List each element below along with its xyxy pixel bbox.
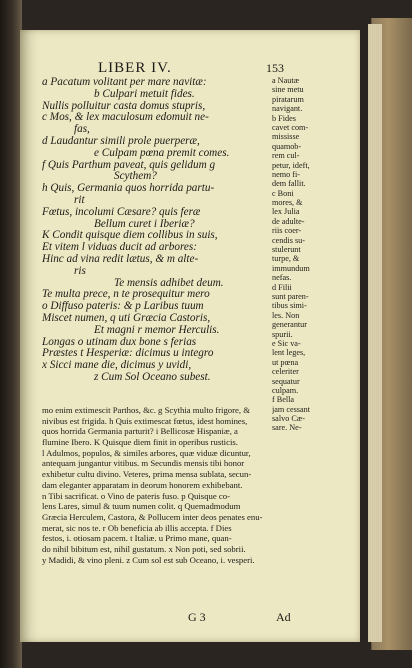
footnote-line: antequam jungantur vitibus. m Secundis mensis tibi honor [42,458,245,469]
margin-note-line: celeriter [272,367,299,377]
margin-note-line: sequatur [272,376,300,386]
margin-note-line: sunt paren- [272,291,309,301]
running-title: LIBER IV. [98,60,172,76]
page-number: 153 [266,61,284,75]
margin-note-line: sine metu [272,85,304,95]
verse-line: e Culpam pœna premit comes. [94,147,230,159]
verse-line: b Culpari metuit fides. [94,88,195,100]
margin-note-line: nefas. [272,273,292,283]
footnote-line: mo enim extimescit Parthos, &c. g Scythia multo frigore, & [42,405,250,415]
footnote-line: do nihil bibitum est, nihil gustatum. x Non poti, sed sobrii. [42,543,246,554]
margin-note-line: piratarum [272,94,304,104]
verse-line: a Pacatum volitant per mare navitæ: [42,77,207,88]
verse-line: x Sicci mane die, dicimus y uvidi, [42,360,192,372]
book-spine [0,0,22,668]
margin-note-line: de adulte- [272,216,305,226]
verse-line: d Laudantur simili prole puerperæ, [42,135,200,147]
catchword: Ad [276,610,291,624]
verse-line: Scythem? [114,171,157,183]
margin-note-line: petur, ideft, [272,160,310,170]
margin-note-line: navigant. [272,104,303,114]
margin-note-line: les. Non [272,310,300,320]
signature-mark: G 3 [188,610,206,624]
margin-note-line: b Fides [272,113,296,123]
verse-line: o Diffuso pateris: & p Laribus tuum [42,301,204,313]
verse-line: Bellum curet i Iberiæ? [94,218,195,230]
verse-line: Et magni r memor Herculis. [94,324,220,336]
verse-line: K Condit quisque diem collibus in suis, [42,230,218,242]
footnote-line: merat, sic nos te. r Ob beneficia ab illis accepta. f Dies [42,522,232,533]
margin-note-line: turpe, & [272,254,300,264]
margin-note-line: tibus simi- [272,301,307,311]
verse-line: Te multa prece, n te prosequitur mero [42,289,210,301]
footnote-line: quos horrida Germania parturit? i Bellicosæ Hispaniæ, a [42,426,238,437]
verse-line: fas, [74,124,90,136]
margin-note-line: spurii. [272,329,293,339]
margin-note-line: mores, & [272,198,303,208]
footnote-line: l Adulmos, populos, & similes arbores, quæ viduæ dicuntur, [42,447,251,458]
verse-line: Et vitem l viduas ducit ad arbores: [42,242,197,254]
book-page [20,30,360,642]
verse-line: Longas o utinam dux bone s ferias [42,336,197,348]
verse-line: Præstes t Hesperiæ: dicimus u integro [42,348,214,360]
page-fore-edge [368,24,382,642]
footnote-line: festos, i. otiosam pacem. t Italiæ. u Primo mane, quan- [42,533,232,544]
margin-note-line: quamob- [272,141,302,151]
margin-note-line: lent leges, [272,348,306,358]
footnote-line: y Madidi, & vino pleni. z Cum sol est sub Oceano, i. vesperi. [42,554,255,565]
margin-note-line: jam cessant [272,404,310,414]
margin-note-line: c Boni [272,188,294,198]
footnote-line: nivibus est frigida. h Quis extimescat fœtus, idest homines, [42,415,248,426]
margin-note-line: riis coer- [272,226,302,236]
verse-line: ris [74,265,86,277]
margin-note-line: ut pœna [272,357,299,367]
verse-line: c Mos, & lex maculosum edomuit ne- [42,112,209,124]
footnote-line: lens Lares, simul & tuum numen colit. q Quemadmodum [42,501,241,512]
running-header [90,60,284,78]
verse-line: f Quis Parthum paveat, quis gelidum g [42,159,216,171]
verse-column [42,77,292,384]
margin-note-line: d Filii [272,282,292,292]
margin-note-line: cendis su- [272,235,305,245]
verse-line: h Quis, Germania quos horrida partu- [42,183,215,195]
margin-note-line: a Nautæ [272,76,300,85]
margin-notes [272,76,332,433]
footnote-line: n Tibi sacrificat. o Vino de pateris fuso. p Quisque co- [42,490,231,501]
footnote-line: flumine Ibero. K Quisque diem finit in operibus rusticis. [42,437,238,448]
margin-note-line: rem cul- [272,151,300,161]
verse-line: Miscet numen, q uti Græcia Castoris, [42,312,211,324]
margin-note-line: dem fallit. [272,179,306,189]
margin-note-line: cavet com- [272,122,309,132]
margin-note-line: e Sic va- [272,338,301,348]
footnote-line: dam eleganter apparatam in deorum honorem exhibebant. [42,479,243,490]
verse-line: Fœtus, incolumi Cæsare? quis feræ [42,206,201,218]
footnote-line: Græcia Herculem, Castora, & Pollucem inter deos penates enu- [42,511,263,522]
margin-note-line: mississe [272,132,300,142]
margin-note-line: immundum [272,263,310,273]
page-footer [188,610,328,628]
margin-note-line: f Bella [272,395,295,405]
margin-note-line: stulerunt [272,245,301,255]
footnote-line: exhibetur cultu divino. Veteres, prima mensa sublata, secun- [42,469,252,480]
verse-line: z Cum Sol Oceano subest. [94,371,211,383]
verse-line: Hinc ad vina redit lætus, & m alte- [42,253,199,265]
verse-line: rit [74,194,85,206]
verse-line: Te mensis adhibet deum. [114,277,224,289]
footnotes [42,405,330,565]
margin-note-line: generantur [272,320,308,330]
verse-line: Nullis polluitur casta domus stupris, [42,100,206,112]
margin-note-line: nemo fi- [272,169,300,179]
margin-note-line: salvo Cæ- [272,414,305,424]
margin-note-line: sare. Ne- [272,423,302,433]
margin-note-line: lex Julia [272,207,300,217]
margin-note-line: culpam. [272,385,299,395]
